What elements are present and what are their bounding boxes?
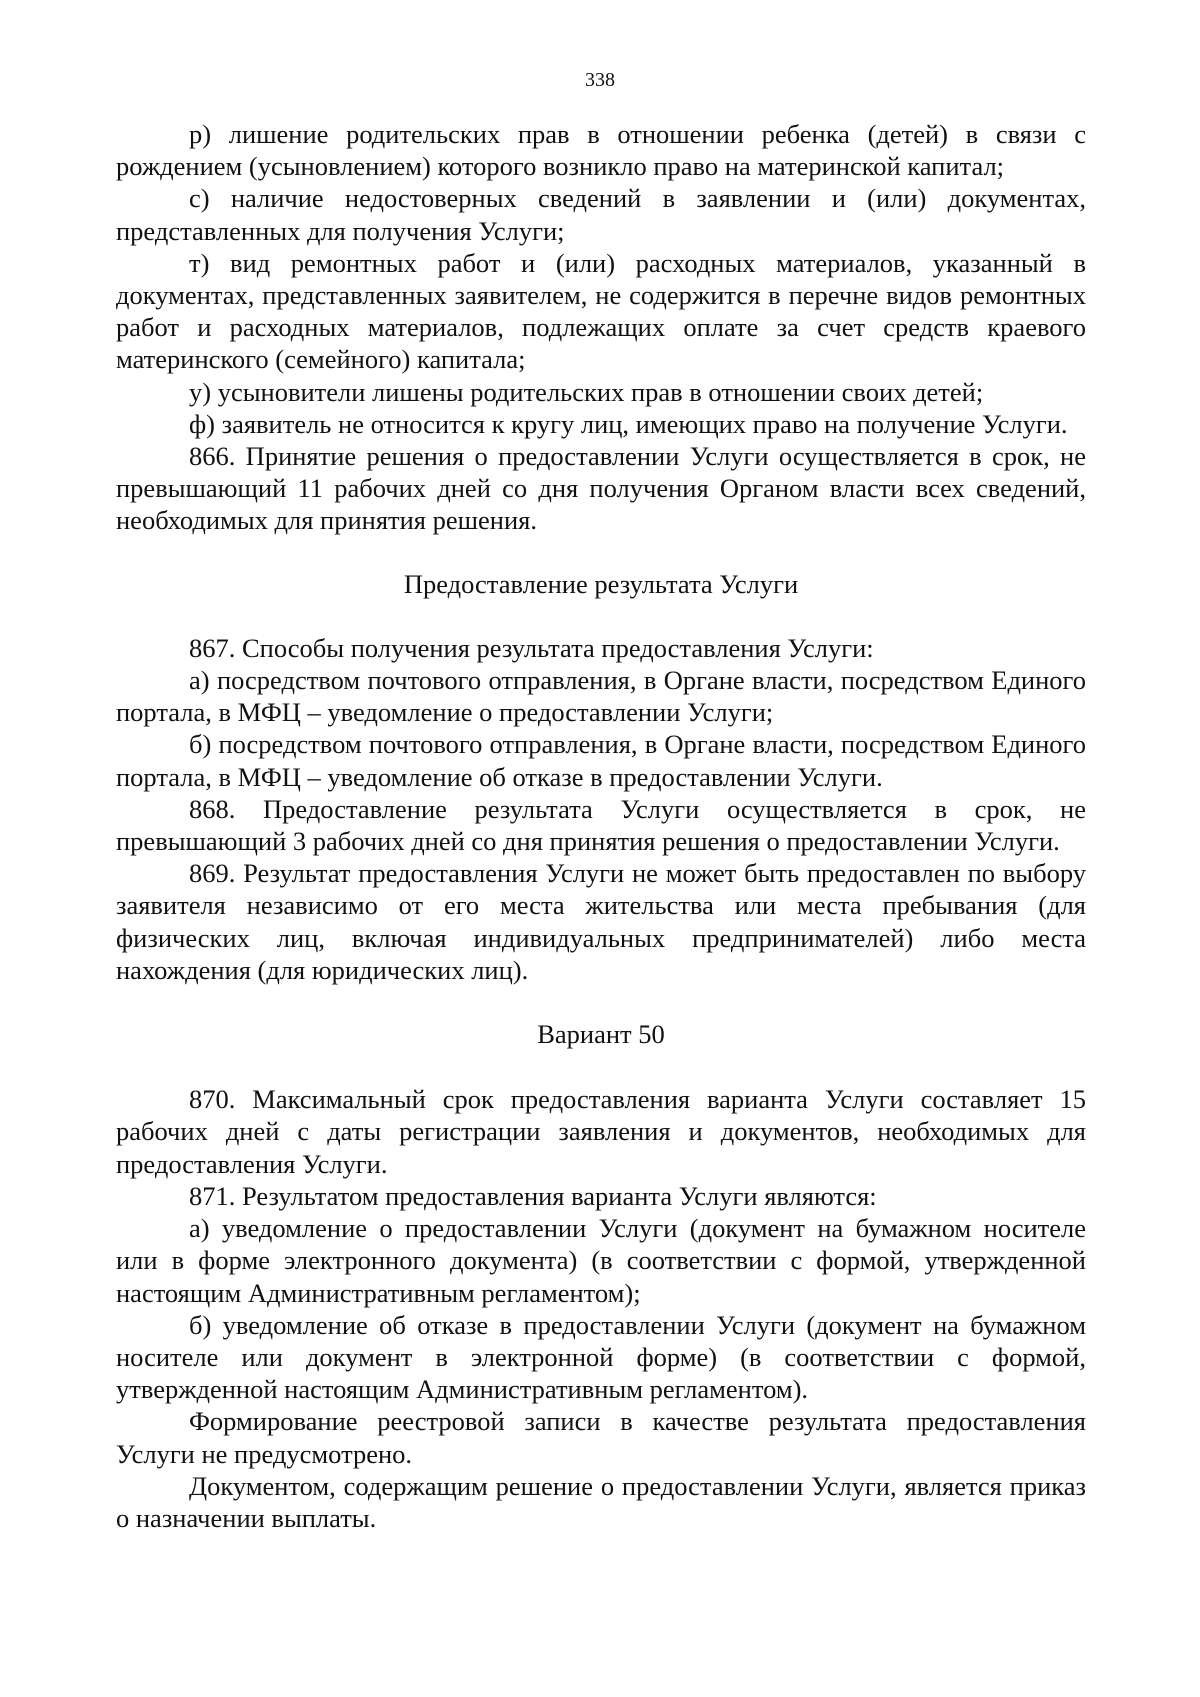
paragraph-item-s: с) наличие недостоверных сведений в заявлении и (или) документах, представленных для получения Услуги;	[116, 183, 1086, 246]
document-body	[116, 118, 1086, 1534]
section-heading-result: Предоставление результата Услуги	[403, 568, 799, 599]
paragraph-867: 867. Способы получения результата предоставления Услуги:	[189, 632, 874, 663]
paragraph-registry-record: Формирование реестровой записи в качестве результата предоставления Услуги не предусмотрено.	[116, 1406, 1086, 1469]
paragraph-item-f: ф) заявитель не относится к кругу лиц, имеющих право на получение Услуги.	[189, 408, 1068, 439]
paragraph-decision-document: Документом, содержащим решение о предоставлении Услуги, является приказ о назначении выплаты.	[116, 1470, 1086, 1533]
paragraph-871-b: б) уведомление об отказе в предоставлении Услуги (документ на бумажном носителе или документ в электронной форме) (в соответствии с формой, утвержденной настоящим Административным регламентом).	[116, 1309, 1086, 1405]
paragraph-869: 869. Результат предоставления Услуги не может быть предоставлен по выбору заявителя независимо от его места жительства или места пребывания (для физических лиц, включая индивидуальных предпринимателей) либо места нахождения (для юридических лиц).	[116, 858, 1086, 985]
paragraph-item-r: р) лишение родительских прав в отношении ребенка (детей) в связи с рождением (усыновлением) которого возникло право на материнской капитал;	[116, 119, 1086, 182]
paragraph-866: 866. Принятие решения о предоставлении Услуги осуществляется в срок, не превышающий 11 рабочих дней со дня получения Органом власти всех сведений, необходимых для принятия решения.	[116, 441, 1086, 536]
paragraph-item-t: т) вид ремонтных работ и (или) расходных материалов, указанный в документах, представленных заявителем, не содержится в перечне видов ремонтных работ и расходных материалов, подлежащих оплате за счет средств краевого материнского (семейного) капитала;	[116, 247, 1086, 375]
paragraph-867-b: б) посредством почтового отправления, в Органе власти, посредством Единого портала, в МФЦ – уведомление об отказе в предоставлении Услуги.	[116, 729, 1086, 792]
paragraph-871-a: а) уведомление о предоставлении Услуги (документ на бумажном носителе или в форме электронного документа) (в соответствии с формой, утвержденной настоящим Административным регламентом);	[116, 1213, 1086, 1308]
paragraph-868: 868. Предоставление результата Услуги осуществляется в срок, не превышающий 3 рабочих дней со дня принятия решения о предоставлении Услуги.	[116, 793, 1086, 857]
paragraph-870: 870. Максимальный срок предоставления варианта Услуги составляет 15 рабочих дней с даты регистрации заявления и документов, необходимых для предоставления Услуги.	[116, 1084, 1086, 1179]
paragraph-871: 871. Результатом предоставления варианта Услуги являются:	[189, 1180, 877, 1211]
section-heading-variant: Вариант 50	[537, 1019, 665, 1050]
page-number: 338	[585, 69, 615, 91]
paragraph-item-u: у) усыновители лишены родительских прав в отношении своих детей;	[189, 376, 984, 407]
paragraph-867-a: а) посредством почтового отправления, в Органе власти, посредством Единого портала, в МФЦ – уведомление о предоставлении Услуги;	[116, 665, 1086, 728]
